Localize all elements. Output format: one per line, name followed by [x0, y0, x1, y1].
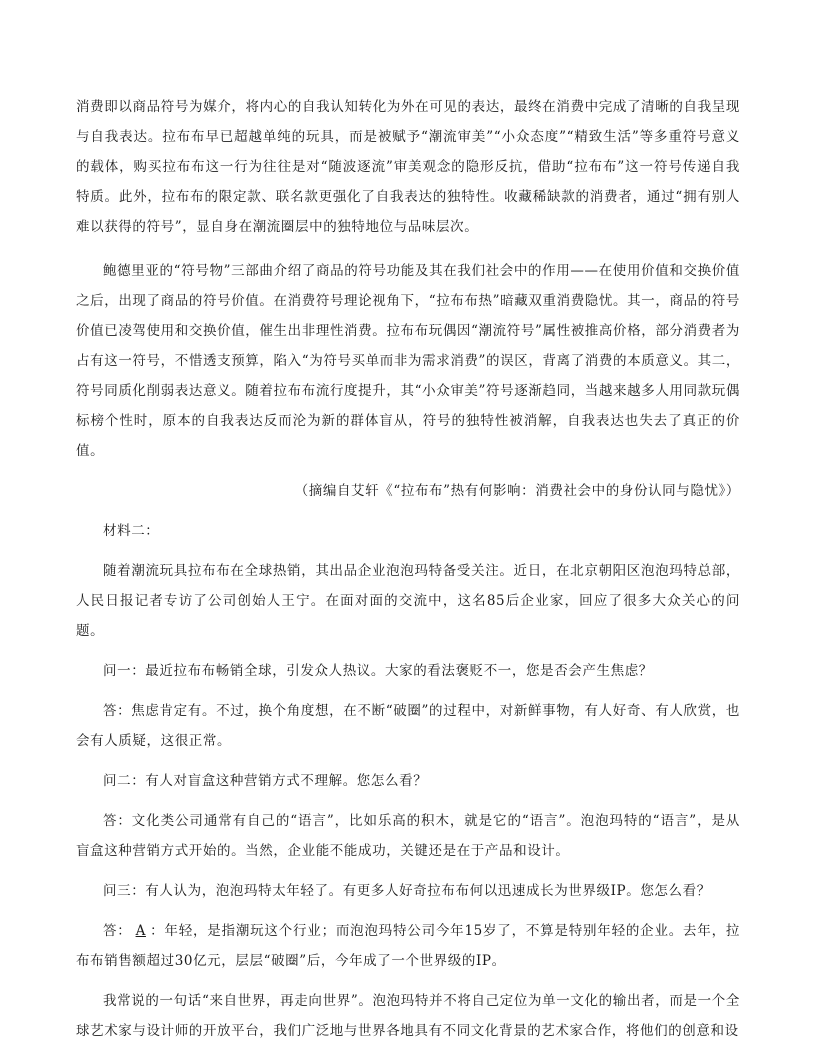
question-1: 问一：最近拉布布畅销全球，引发众人热议。大家的看法褒贬不一，您是否会产生焦虑？ — [103, 663, 653, 679]
material2-intro: 随着潮流玩具拉布布在全球热销，其出品企业泡泡玛特备受关注。近日，在北京朝阳区泡泡玛特总部，人民日报记者专访了公司创始人王宁。在面对面的交流中，这名85后企业家，回应了很多大众关心的问题。 — [76, 563, 740, 639]
answer-2: 答：文化类公司通常有自己的“语言”，比如乐高的积木，就是它的“语言”。泡泡玛特的“语言”，是从盲盒这种营销方式开始的。当然，企业能不能成功，关键还是在于产品和设计。 — [76, 813, 740, 859]
answer-blank-a: A — [135, 923, 146, 939]
answer-3-text: ：年轻，是指潮玩这个行业；而泡泡玛特公司今年15岁了，不算是特别年轻的企业。去年，拉布布销售额超过30亿元，层层“破圈”后，今年成了一个世界级的IP。 — [76, 923, 740, 969]
answer-1: 答：焦虑肯定有。不过，换个角度想，在不断“破圈”的过程中，对新鲜事物，有人好奇、有人欣赏，也会有人质疑，这很正常。 — [76, 703, 740, 749]
question-3: 问三：有人认为，泡泡玛特太年轻了。有更多人好奇拉布布何以迅速成长为世界级IP。您怎么看？ — [103, 883, 711, 899]
material1-paragraph-2: 鲍德里亚的“符号物”三部曲介绍了商品的符号功能及其在我们社会中的作用——在使用价值和交换价值之后，出现了商品的符号价值。在消费符号理论视角下，“拉布布热”暗藏双重消费隐忧。其一，商品的符号价值已凌驾使用和交换价值，催生出非理性消费。拉布布玩偶因“潮流符号”属性被推高价格，部分消费者为占有这一符号，不惜透支预算，陷入“为符号买单而非为需求消费”的误区，背离了消费的本质意义。其二，符号同质化削弱表达意义。随着拉布布流行度提升，其“小众审美”符号逐渐趋同，当越来越多人用同款玩偶标榜个性时，原本的自我表达反而沦为新的群体盲从，符号的独特性被消解，自我表达也失去了真正的价值。 — [76, 263, 740, 459]
material1-source: （摘编自艾轩《“拉布布”热有何影响：消费社会中的身份认同与隐忧》） — [294, 483, 740, 499]
document-body — [76, 92, 740, 1046]
answer-3 — [76, 916, 740, 976]
answer-3-prefix: 答： — [103, 923, 132, 939]
material1-paragraph-continued: 消费即以商品符号为媒介，将内心的自我认知转化为外在可见的表达，最终在消费中完成了清晰的自我呈现与自我表达。拉布布早已超越单纯的玩具，而是被赋予“潮流审美”“小众态度”“精致生活”等多重符号意义的载体，购买拉布布这一行为往往是对“随波逐流”审美观念的隐形反抗，借助“拉布布”这一符号传递自我特质。此外，拉布布的限定款、联名款更强化了自我表达的独特性。收藏稀缺款的消费者，通过“拥有别人难以获得的符号”，显自身在潮流圈层中的独特地位与品味层次。 — [76, 99, 740, 235]
material2-last-paragraph: 我常说的一句话“来自世界，再走向世界”。泡泡玛特并不将自己定位为单一文化的输出者，而是一个全球艺术家与设计师的开放平台，我们广泛地与世界各地具有不同文化背景的艺术家合作，将他们的创意和设 — [76, 993, 740, 1039]
material2-heading: 材料二： — [103, 523, 160, 539]
question-2: 问二：有人对盲盒这种营销方式不理解。您怎么看？ — [103, 773, 428, 789]
